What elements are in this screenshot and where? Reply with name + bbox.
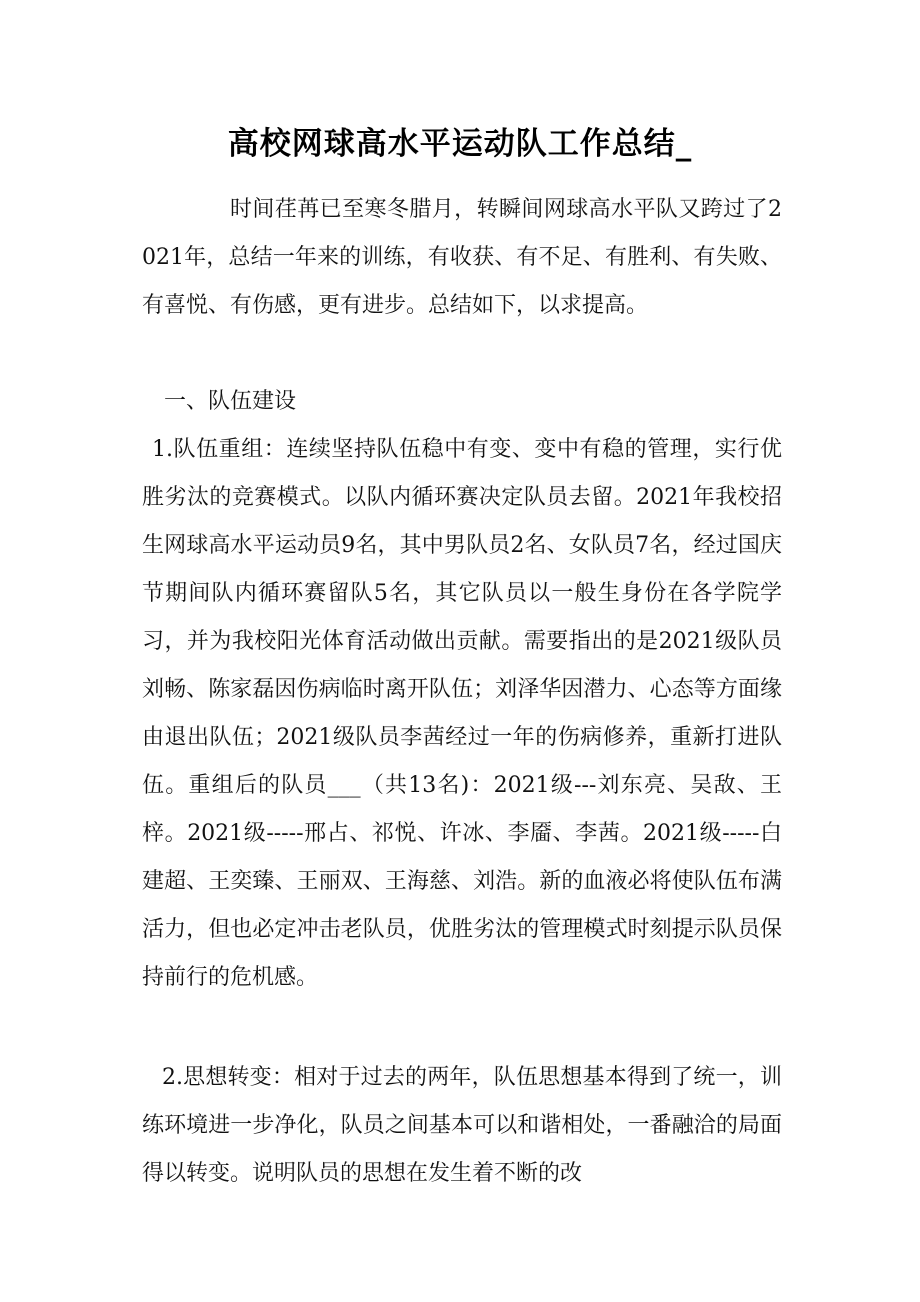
- paragraph-mindset-change: 2.思想转变：相对于过去的两年，队伍思想基本得到了统一，训练环境进一步净化，队员之间基本可以和谐相处，一番融洽的局面得以转变。说明队员的思想在发生着不断的改: [142, 1065, 782, 1186]
- document-title: 高校网球高水平运动队工作总结_: [227, 126, 693, 162]
- section-heading-team-building: 一、队伍建设: [164, 389, 297, 414]
- paragraph-team-reorganization: 1.队伍重组：连续坚持队伍稳中有变、变中有稳的管理，实行优胜劣汰的竞赛模式。以队内循环赛决定队员去留。2021年我校招生网球高水平运动员9名，其中男队员2名、女队员7名，经过国庆节期间队内循环赛留队5名，其它队员以一般生身份在各学院学习，并为我校阳光体育活动做出贡献。需要指出的是2021级队员刘畅、陈家磊因伤病临时离开队伍；刘泽华因潜力、心态等方面缘由退出队伍；2021级队员李茜经过一年的伤病修养，重新打进队伍。重组后的队员___（共13名)：2021级---刘东亮、吴敌、王梓。2021级-----邢占、祁悦、许冰、李靥、李茜。2021级-----白建超、王奕臻、王丽双、王海慈、刘浩。新的血液必将使队伍布满活力，但也必定冲击老队员，优胜劣汰的管理模式时刻提示队员保持前行的危机感。: [142, 437, 782, 990]
- paragraph-intro: 时间荏苒已至寒冬腊月，转瞬间网球高水平队又跨过了2021年，总结一年来的训练，有收获、有不足、有胜利、有失败、有喜悦、有伤感，更有进步。总结如下，以求提高。: [142, 197, 782, 318]
